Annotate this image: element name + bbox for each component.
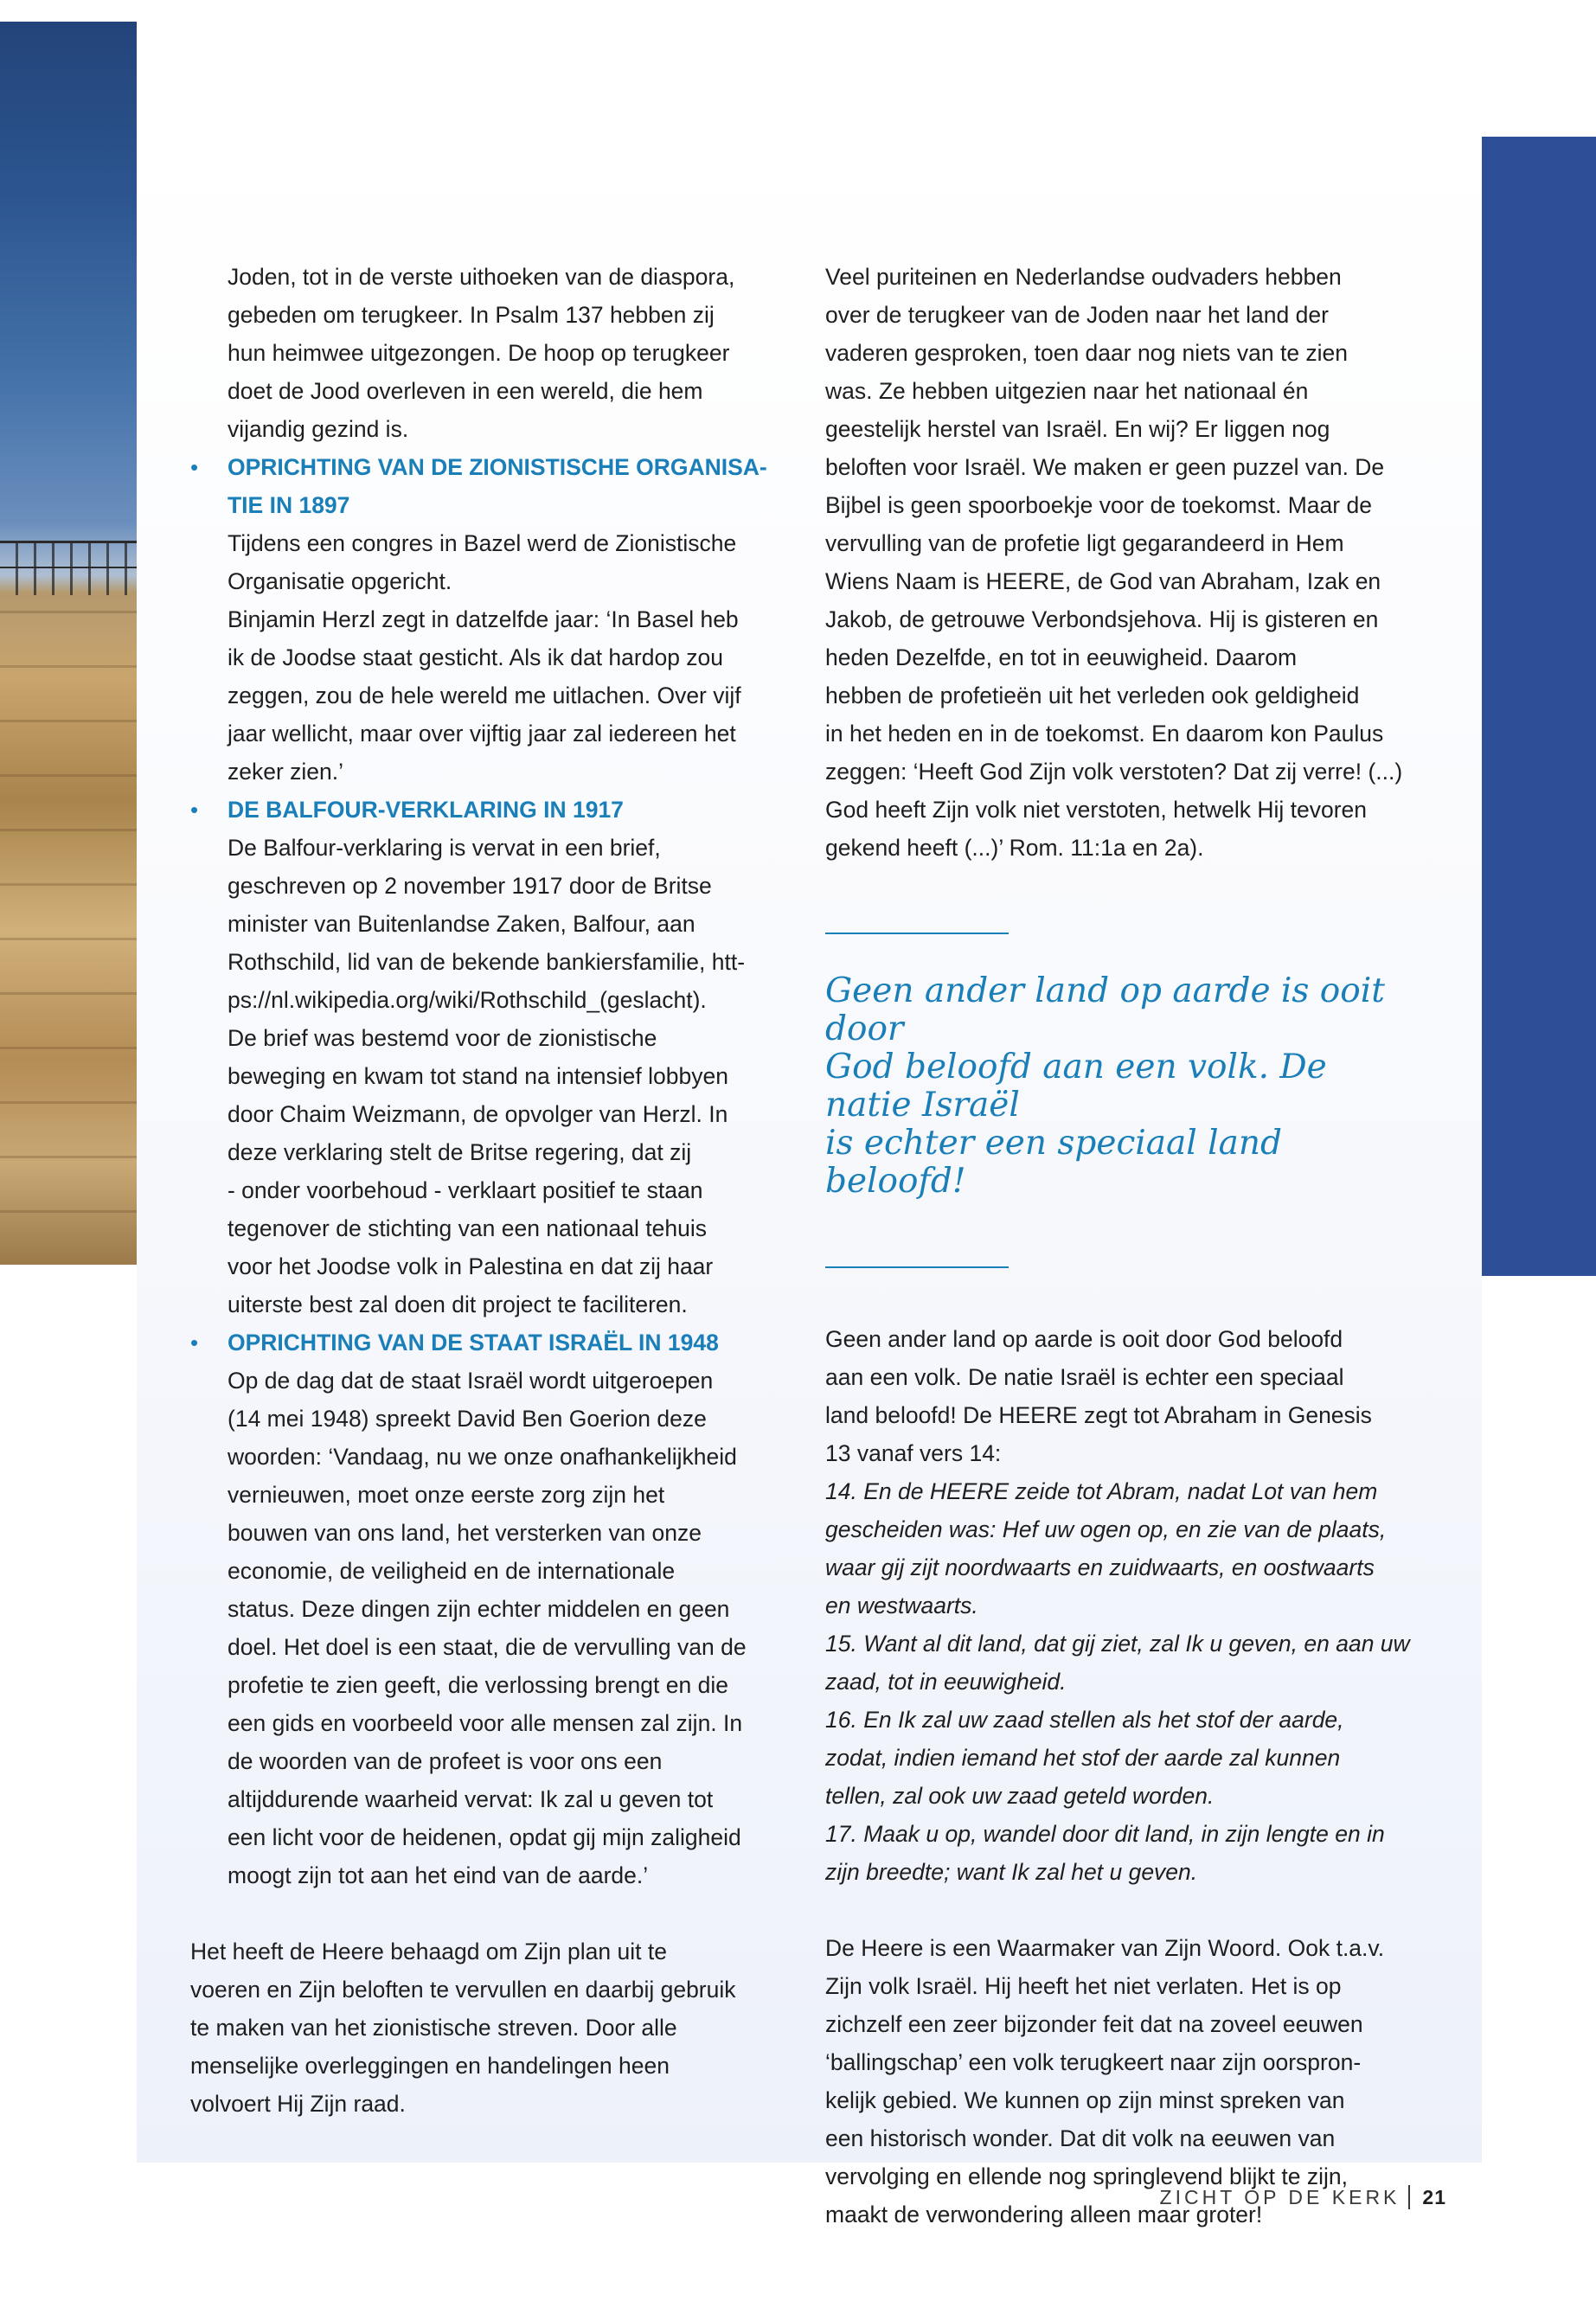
list-item <box>190 1324 770 1894</box>
text-line: De Balfour-verklaring is vervat in een brief, <box>228 835 661 861</box>
pullquote-line: is echter een speciaal land beloofd! <box>825 1124 1282 1201</box>
closing-paragraph <box>190 1932 770 2123</box>
verse-line: 15. Want al dit land, dat gij ziet, zal Ik u geven, en aan uw <box>825 1631 1410 1657</box>
text-line: Zijn volk Israël. Hij heeft het niet verlaten. Het is op <box>825 1973 1342 1999</box>
text-line: vervulling van de profetie ligt gegarandeerd in Hem <box>825 530 1344 556</box>
text-line: vervolging en ellende nog springlevend blijkt te zijn, <box>825 2163 1348 2189</box>
pullquote-line: God beloofd aan een volk. De natie Israël <box>825 1048 1327 1125</box>
text-line: ps://nl.wikipedia.org/wiki/Rothschild_(geslacht). <box>228 987 707 1013</box>
header-photo <box>0 22 137 1265</box>
text-line: Tijdens een congres in Bazel werd de Zionistische <box>228 530 737 556</box>
verse-line: 16. En Ik zal uw zaad stellen als het stof der aarde, <box>825 1707 1344 1733</box>
intro-text <box>190 258 770 448</box>
text-line: zeggen: ‘Heeft God Zijn volk verstoten? Dat zij verre! (...) <box>825 759 1403 785</box>
text-line: vernieuwen, moet onze eerste zorg zijn het <box>228 1482 665 1508</box>
text-line: een gids en voorbeeld voor alle mensen zal zijn. In <box>228 1710 743 1736</box>
text-line: Organisatie opgericht. <box>228 568 452 594</box>
milestone-list <box>190 448 770 1894</box>
text-line: heden Dezelfde, en tot in eeuwigheid. Daarom <box>825 644 1298 670</box>
pullquote-line: Geen ander land op aarde is ooit door <box>825 971 1385 1048</box>
text-line: jaar wellicht, maar over vijftig jaar zal iedereen het <box>228 721 736 747</box>
text-line: een licht voor de heidenen, opdat gij mijn zaligheid <box>228 1824 741 1850</box>
bullet-icon: • <box>190 1330 199 1356</box>
photo-stone-wall <box>0 597 137 1265</box>
bible-verses <box>825 1472 1413 1891</box>
bullet-heading: OPRICHTING VAN DE ZIONISTISCHE ORGANISA- <box>228 454 767 480</box>
text-line: ik de Joodse staat gesticht. Als ik dat hardop zou <box>228 644 724 670</box>
verse-line: gescheiden was: Hef uw ogen op, en zie van de plaats, <box>825 1516 1387 1542</box>
paragraph-promise <box>825 1320 1413 1472</box>
text-line: beweging en kwam tot stand na intensief lobbyen <box>228 1063 728 1089</box>
list-item <box>190 791 770 1324</box>
right-column <box>825 258 1413 2234</box>
accent-panel <box>1482 137 1596 1276</box>
text-line: bouwen van ons land, het versterken van onze <box>228 1520 702 1546</box>
left-column <box>190 258 770 2123</box>
text-line: Het heeft de Heere behaagd om Zijn plan uit te <box>190 1939 667 1965</box>
text-line: deze verklaring stelt de Britse regering, dat zij <box>228 1139 692 1165</box>
spacer <box>190 1894 770 1932</box>
pullquote <box>825 972 1413 1201</box>
text-line: te maken van het zionistische streven. Door alle <box>190 2015 677 2041</box>
spacer <box>825 1891 1413 1929</box>
text-line: minister van Buitenlandse Zaken, Balfour, aan <box>228 911 695 937</box>
text-line: altijddurende waarheid vervat: Ik zal u geven tot <box>228 1786 714 1812</box>
text-line: Bijbel is geen spoorboekje voor de toekomst. Maar de <box>825 492 1372 518</box>
text-line: ‘ballingschap’ een volk terugkeert naar zijn oorspron- <box>825 2049 1362 2075</box>
text-line: volvoert Hij Zijn raad. <box>190 2091 406 2117</box>
text-line: hun heimwee uitgezongen. De hoop op terugkeer <box>228 340 730 366</box>
text-line: (14 mei 1948) spreekt David Ben Goerion deze <box>228 1406 707 1432</box>
bullet-icon: • <box>190 454 199 480</box>
paragraph-puritans <box>825 258 1413 867</box>
text-line: Op de dag dat de staat Israël wordt uitgeroepen <box>228 1368 714 1394</box>
text-line: Binjamin Herzl zegt in datzelfde jaar: ‘In Basel heb <box>228 606 739 632</box>
text-line: over de terugkeer van de Joden naar het land der <box>825 302 1329 328</box>
text-line: 13 vanaf vers 14: <box>825 1440 1002 1466</box>
text-line: profetie te zien geeft, die verlossing brengt en die <box>228 1672 728 1698</box>
text-line: zeker zien.’ <box>228 759 344 785</box>
verse-line: tellen, zal ook uw zaad geteld worden. <box>825 1783 1215 1809</box>
bullet-heading: DE BALFOUR-VERKLARING IN 1917 <box>228 797 624 823</box>
text-line: beloften voor Israël. We maken er geen puzzel van. De <box>825 454 1385 480</box>
text-line: Jakob, de getrouwe Verbondsjehova. Hij is gisteren en <box>825 606 1379 632</box>
bullet-heading: TIE IN 1897 <box>228 492 350 518</box>
text-line: - onder voorbehoud - verklaart positief te staan <box>228 1177 703 1203</box>
text-line: door Chaim Weizmann, de opvolger van Herzl. In <box>228 1101 728 1127</box>
text-line: tegenover de stichting van een nationaal tehuis <box>228 1215 707 1241</box>
text-line: menselijke overleggingen en handelingen heen <box>190 2053 670 2079</box>
text-line: een historisch wonder. Dat dit volk na eeuwen van <box>825 2125 1336 2151</box>
text-line: geestelijk herstel van Israël. En wij? Er liggen nog <box>825 416 1330 442</box>
text-line: hebben de profetieën uit het verleden ook geldigheid <box>825 683 1360 708</box>
text-line: voeren en Zijn beloften te vervullen en daarbij gebruik <box>190 1977 736 2003</box>
verse-line: waar gij zijt noordwaarts en zuidwaarts, en oostwaarts <box>825 1554 1375 1580</box>
verse-line: 17. Maak u op, wandel door dit land, in zijn lengte en in <box>825 1821 1385 1847</box>
text-line: gekend heeft (...)’ Rom. 11:1a en 2a). <box>825 835 1204 861</box>
text-line: doet de Jood overleven in een wereld, die hem <box>228 378 703 404</box>
text-line: land beloofd! De HEERE zegt tot Abraham in Genesis <box>825 1402 1372 1428</box>
footer-divider <box>1408 2185 1410 2209</box>
text-line: maakt de verwondering alleen maar groter! <box>825 2202 1263 2227</box>
verse-line: zaad, tot in eeuwigheid. <box>825 1669 1067 1695</box>
text-line: God heeft Zijn volk niet verstoten, hetwelk Hij tevoren <box>825 797 1367 823</box>
page-number: 21 <box>1422 2185 1446 2208</box>
text-line: Veel puriteinen en Nederlandse oudvaders hebben <box>825 264 1342 290</box>
verse-line: en westwaarts. <box>825 1593 978 1618</box>
text-line: zichzelf een zeer bijzonder feit dat na zoveel eeuwen <box>825 2011 1363 2037</box>
text-line: economie, de veiligheid en de internationale <box>228 1558 676 1584</box>
text-line: in het heden en in de toekomst. En daarom kon Paulus <box>825 721 1384 747</box>
bullet-heading: OPRICHTING VAN DE STAAT ISRAËL IN 1948 <box>228 1330 719 1356</box>
text-line: kelijk gebied. We kunnen op zijn minst spreken van <box>825 2087 1345 2113</box>
text-line: moogt zijn tot aan het eind van de aarde.’ <box>228 1862 649 1888</box>
photo-railing-bar <box>0 567 137 568</box>
text-line: De brief was bestemd voor de zionistische <box>228 1025 657 1051</box>
text-line: vaderen gesproken, toen daar nog niets van te zien <box>825 340 1349 366</box>
text-line: aan een volk. De natie Israël is echter een speciaal <box>825 1364 1344 1390</box>
verse-line: 14. En de HEERE zeide tot Abram, nadat Lot van hem <box>825 1478 1378 1504</box>
text-line: doel. Het doel is een staat, die de vervulling van de <box>228 1634 747 1660</box>
text-line: de woorden van de profeet is voor ons een <box>228 1748 663 1774</box>
text-line: Rothschild, lid van de bekende bankiersfamilie, htt- <box>228 949 746 975</box>
text-line: zeggen, zou de hele wereld me uitlachen. Over vijf <box>228 683 741 708</box>
text-line: vijandig gezind is. <box>228 416 409 442</box>
verse-line: zodat, indien iemand het stof der aarde zal kunnen <box>825 1745 1341 1771</box>
pullquote-divider-top <box>825 933 1009 934</box>
verse-line: zijn breedte; want Ik zal het u geven. <box>825 1859 1198 1885</box>
text-line: woorden: ‘Vandaag, nu we onze onafhankelijkheid <box>228 1444 737 1470</box>
text-line: gebeden om terugkeer. In Psalm 137 hebben zij <box>228 302 715 328</box>
text-line: Geen ander land op aarde is ooit door God beloofd <box>825 1326 1343 1352</box>
pullquote-divider-bottom <box>825 1266 1009 1268</box>
magazine-title: ZICHT OP DE KERK <box>1159 2185 1401 2208</box>
text-line: De Heere is een Waarmaker van Zijn Woord. Ook t.a.v. <box>825 1935 1385 1961</box>
text-line: geschreven op 2 november 1917 door de Britse <box>228 873 712 899</box>
text-line: uiterste best zal doen dit project te faciliteren. <box>228 1292 688 1317</box>
text-line: voor het Joodse volk in Palestina en dat zij haar <box>228 1253 714 1279</box>
bullet-icon: • <box>190 797 199 823</box>
list-item <box>190 448 770 791</box>
text-line: Wiens Naam is HEERE, de God van Abraham, Izak en <box>825 568 1381 594</box>
text-line: was. Ze hebben uitgezien naar het nationaal én <box>825 378 1309 404</box>
text-line: Joden, tot in de verste uithoeken van de diaspora, <box>228 264 735 290</box>
text-line: status. Deze dingen zijn echter middelen en geen <box>228 1596 730 1622</box>
page-footer <box>1160 2185 1446 2209</box>
